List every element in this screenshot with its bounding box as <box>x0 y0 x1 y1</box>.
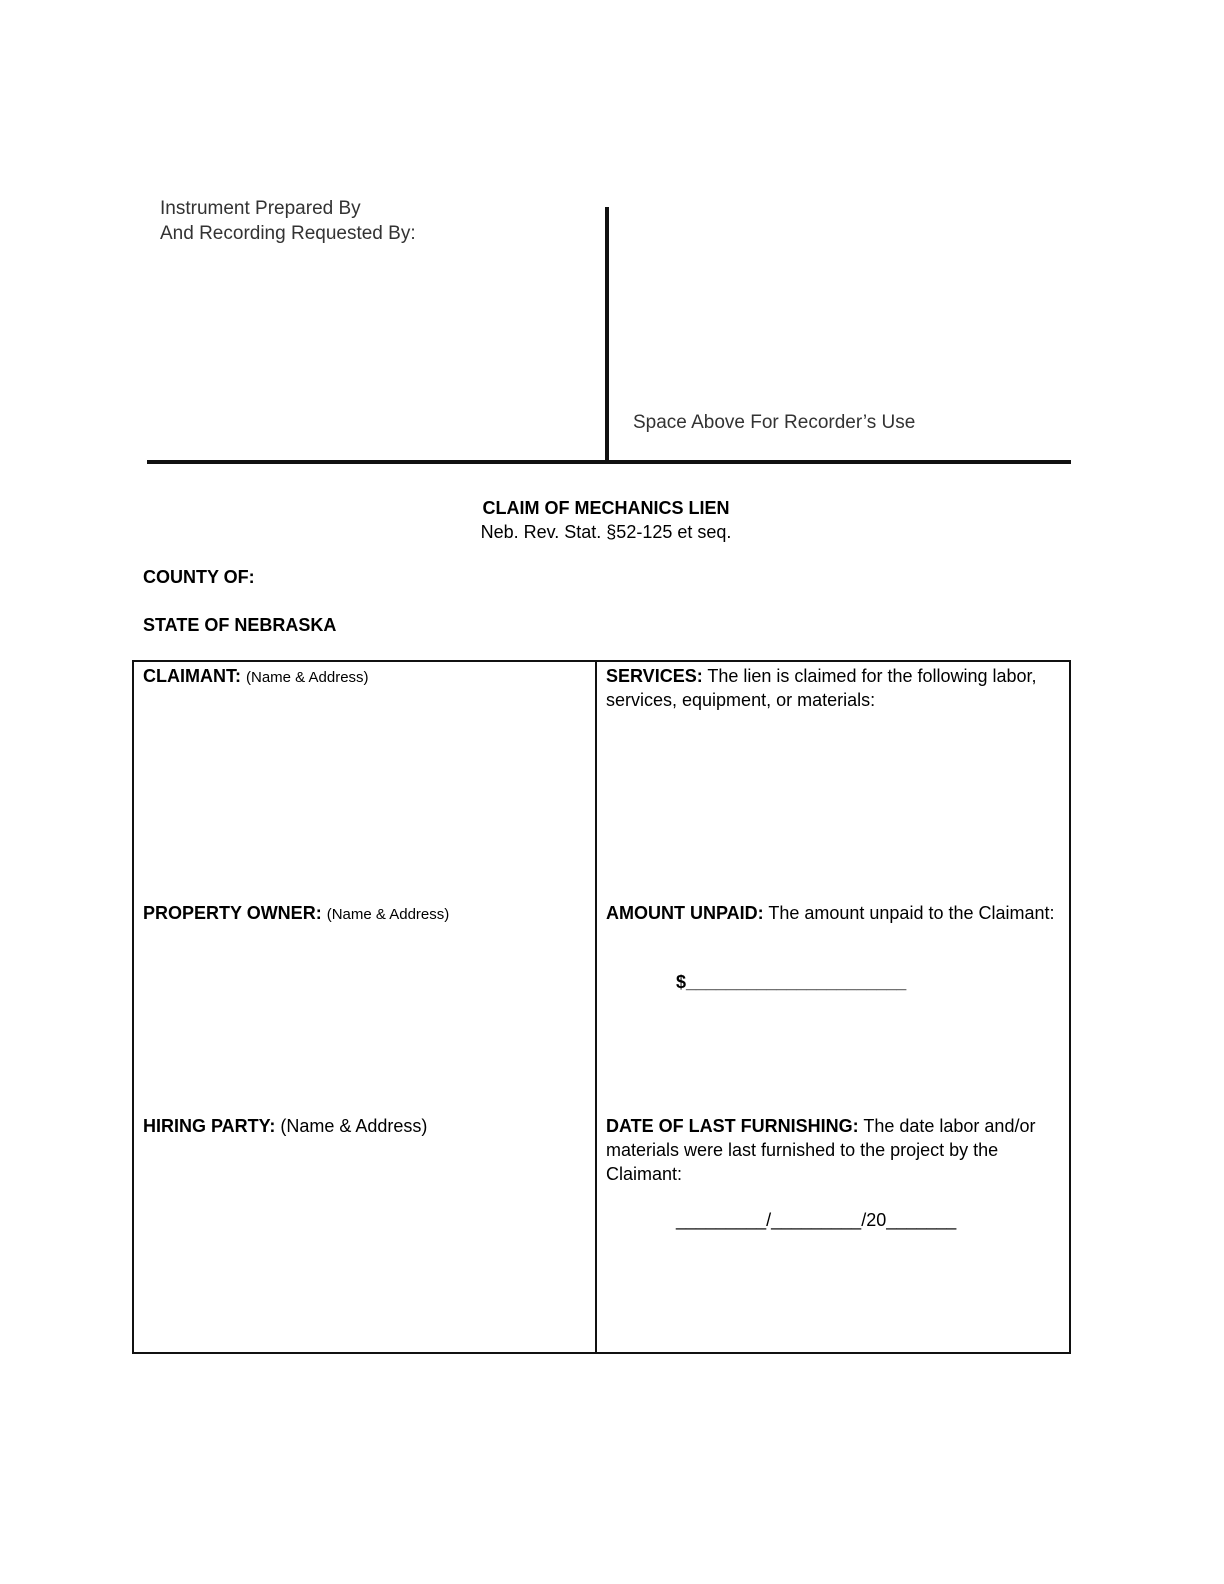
lien-details-table <box>132 660 1071 1354</box>
county-label: COUNTY OF: <box>143 567 255 587</box>
property-owner-label: PROPERTY OWNER: <box>143 903 322 923</box>
hiring-party-label: HIRING PARTY: <box>143 1116 276 1136</box>
amount-unpaid-field[interactable]: $______________________ <box>676 972 907 992</box>
recorder-vertical-divider <box>605 207 609 464</box>
amount-unpaid-text: The amount unpaid to the Claimant: <box>768 903 1055 923</box>
amount-unpaid-label: AMOUNT UNPAID: <box>606 903 764 923</box>
date-last-furnishing-cell <box>606 1114 1056 1186</box>
property-owner-cell[interactable] <box>143 901 583 927</box>
statute-reference: Neb. Rev. Stat. §52-125 et seq. <box>480 522 732 542</box>
hiring-party-cell[interactable] <box>143 1114 583 1138</box>
services-label: SERVICES: <box>606 666 703 686</box>
table-column-divider <box>595 660 597 1354</box>
claimant-cell[interactable] <box>143 664 583 690</box>
prepared-by-line1: Instrument Prepared By <box>160 198 361 219</box>
recorder-horizontal-divider <box>147 460 1071 464</box>
state-label: STATE OF NEBRASKA <box>143 615 337 635</box>
amount-unpaid-cell <box>606 901 1056 925</box>
hiring-party-hint: (Name & Address) <box>280 1116 428 1136</box>
property-owner-hint: (Name & Address) <box>326 906 450 923</box>
form-title: CLAIM OF MECHANICS LIEN <box>482 498 730 518</box>
services-text: The lien is claimed for the following labor, services, equipment, or materials: <box>606 666 1037 710</box>
recorder-space-label: Space Above For Recorder’s Use <box>633 412 916 433</box>
document-title <box>0 496 1212 544</box>
services-cell[interactable] <box>606 664 1056 712</box>
prepared-by-block <box>160 196 416 246</box>
date-last-furnishing-text: The date labor and/or materials were last furnished to the project by the Claimant: <box>606 1116 1036 1184</box>
claimant-label: CLAIMANT: <box>143 666 241 686</box>
date-last-furnishing-field[interactable]: _________/_________/20_______ <box>676 1210 957 1230</box>
date-last-furnishing-label: DATE OF LAST FURNISHING: <box>606 1116 859 1136</box>
claimant-hint: (Name & Address) <box>246 669 369 686</box>
prepared-by-line2: And Recording Requested By: <box>160 223 416 244</box>
